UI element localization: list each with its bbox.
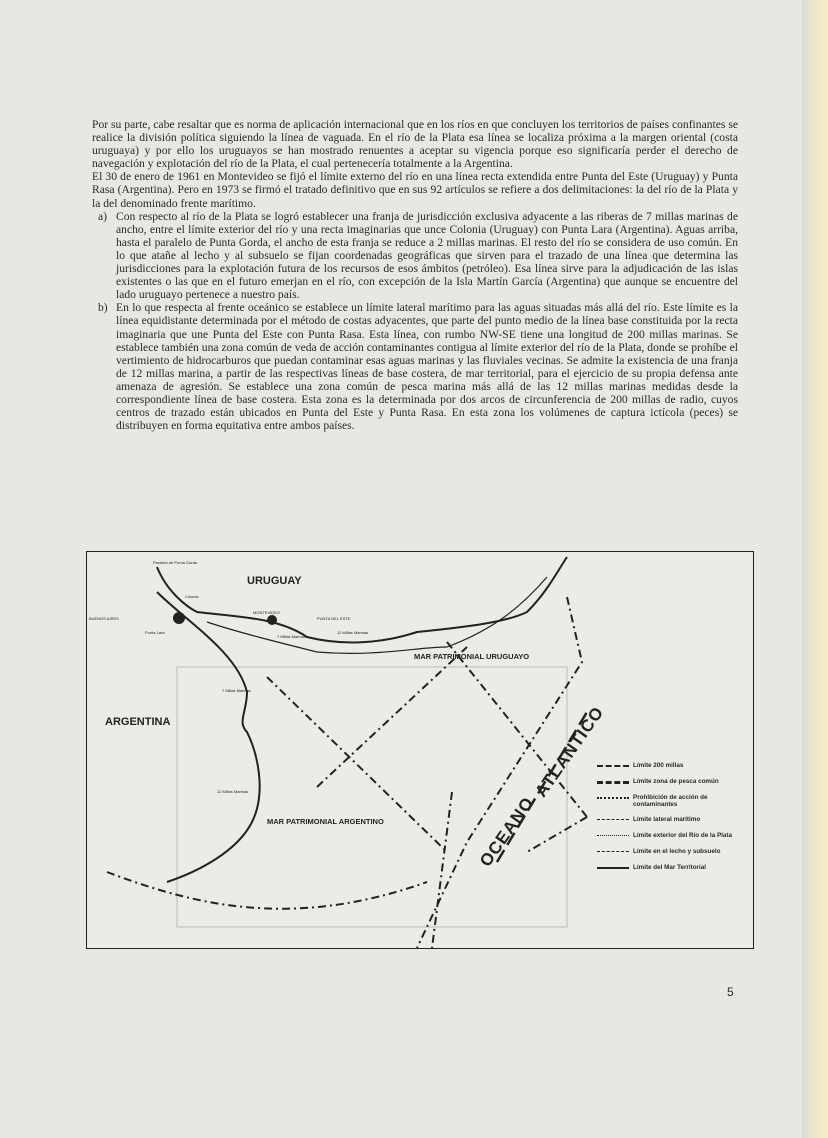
limit-200-south <box>107 872 427 909</box>
list <box>92 210 738 433</box>
body-text <box>92 118 738 432</box>
map-legend <box>597 762 747 880</box>
legend-label: Límite 200 millas <box>633 762 684 769</box>
list-item-text: Con respecto al río de la Plata se logró establecer una franja de jurisdicción exclusiva adyacente a las riberas de 7 millas marinas de ancho, entre el límite exterior del río y una recta imaginarias que unce Colonia (Uruguay) con Punta Lara (Argentina). Aguas arriba, hasta el paralelo de Punta Gorda, el ancho de esta franja se reduce a 2 millas marinas. El resto del río se considera de uso común. En lo que atañe al lecho y al subsuelo se fijan coordenadas geográficas que sirven para el trazado de una línea que determina las jurisdicciones para la explotación futura de los recursos de esos ámbitos (petróleo). Esa línea sirve para la adjudicación de las islas existentes o las que en el futuro emerjan en el río, con excepción de la Isla Martín García (Argentina) que aunque se encuentre del lado uruguayo pertenece a nuestro país. <box>116 209 738 302</box>
legend-item <box>597 832 747 840</box>
map-drawing <box>87 552 753 948</box>
page-number: 5 <box>727 985 734 999</box>
label-argentina: ARGENTINA <box>105 716 171 728</box>
pesca-line <box>527 817 587 852</box>
label-punta-del-este: PUNTA DEL ESTE <box>317 616 351 621</box>
label-uruguay: URUGUAY <box>247 575 302 587</box>
label-7-millas: 7 Millas Marinas <box>277 634 306 639</box>
label-oceano: OCEANO <box>475 793 538 871</box>
buenos-aires-marker <box>173 612 185 624</box>
paragraph: Por su parte, cabe resaltar que es norma de aplicación internacional que en los ríos en que concluyen los territorios de países confinantes se realice la división política siguiendo la línea de vaguada. En el río de la Plata esa línea se localiza próxima a la margen oriental (costa uruguaya) y por ello los uruguayos se han mostrado renuentes a aceptar su vigencia porque eso significaría perder el derecho de navegación y explotación del río de la Plata, el cual pertenecería totalmente a la Argentina. <box>92 118 738 171</box>
legend-item <box>597 816 747 824</box>
limit-200-south2 <box>432 792 452 948</box>
label-mar-argentino: MAR PATRIMONIAL ARGENTINO <box>267 817 384 826</box>
list-item <box>98 301 738 433</box>
label-punta-gorda: Paralelo de Punta Gorda <box>153 560 198 565</box>
list-marker: b) <box>98 301 108 315</box>
page-edge <box>802 0 828 1138</box>
legend-label: Límite del Mar Territorial <box>633 864 707 871</box>
legend-label: Límite exterior del Río de la Plata <box>633 832 733 839</box>
legend-item <box>597 864 747 872</box>
legend-item <box>597 848 747 856</box>
label-colonia: Colonia <box>185 594 199 599</box>
legend-label: Límite en el lecho y subsuelo <box>633 848 721 855</box>
label-punta-lara: Punta Lara <box>145 630 165 635</box>
pesca-line <box>447 642 587 817</box>
list-marker: a) <box>98 209 108 223</box>
list-item-text: En lo que respecta al frente oceánico se establece un límite lateral marítimo para las aguas situadas más allá del río. Este límite es la línea equidistante determinada por el método de costas adyacentes, que parte del punto medio de la línea base constituida por la recta imaginaria que une Punta del Este con Punta Rasa. Esta línea, con rumbo NW-SE tiene una longitud de 200 millas marinas. Se establece también una zona común de veda de acción contaminantes contigua al límite exterior del río de la Plata, donde se prohíbe el vertimiento de hidrocarburos que puedan contaminar esas aguas marinas y las fluviales vecinas. Se admite la existencia de una franja de 12 millas marina, a partir de las respectivas líneas de base costera, de mar territorial, para el ejercicio de su propia defensa ante amenaza de agresión. Se establece una zona común de pesca marina más allá de las 12 millas marinas medidas desde la correspondiente línea de base costera. Esta zona es la determinada por dos arcos de circunferencia de 200 millas de radio, cuyos centros de trazado están ubicados en Punta del Este y Punta Rasa. En esta zona los volúmenes de captura ictícola (peces) se distribuyen en forma equitativa entre ambos países. <box>116 301 738 433</box>
label-mar-uruguayo: MAR PATRIMONIAL URUGUAYO <box>414 652 530 661</box>
argentina-coast <box>157 592 260 882</box>
map-figure <box>86 551 754 949</box>
list-item <box>98 209 738 302</box>
legend-item <box>597 794 747 808</box>
label-montevideo: MONTEVIDEO <box>253 610 280 615</box>
inset-frame <box>177 667 567 927</box>
label-12-millas: 12 Millas Marinas <box>337 630 369 635</box>
legend-label: Límite zona de pesca común <box>633 778 719 785</box>
label-buenos-aires: BUENOS AIRES <box>89 616 119 621</box>
legend-item <box>597 762 747 770</box>
base-line <box>317 647 467 787</box>
legend-label: Prohibición de acción de contaminantes <box>633 794 708 808</box>
label-7-millas-b: 7 Millas Marinas <box>222 688 251 693</box>
legend-item <box>597 778 747 786</box>
legend-label: Límite lateral marítimo <box>633 816 701 823</box>
montevideo-marker <box>267 615 277 625</box>
paragraph: El 30 de enero de 1961 en Montevideo se fijó el límite externo del río en una línea recta extendida entre Punta del Este (Uruguay) y Punta Rasa (Argentina). Pero en 1973 se firmó el tratado definitivo que en sus 92 artículos se refiere a dos delimitaciones: la del río de la Plata y la del denominado frente marítimo. <box>92 170 738 210</box>
label-12-millas-b: 12 Millas Marinas <box>217 789 249 794</box>
label-atlantico: ATLANTICO <box>531 702 608 801</box>
